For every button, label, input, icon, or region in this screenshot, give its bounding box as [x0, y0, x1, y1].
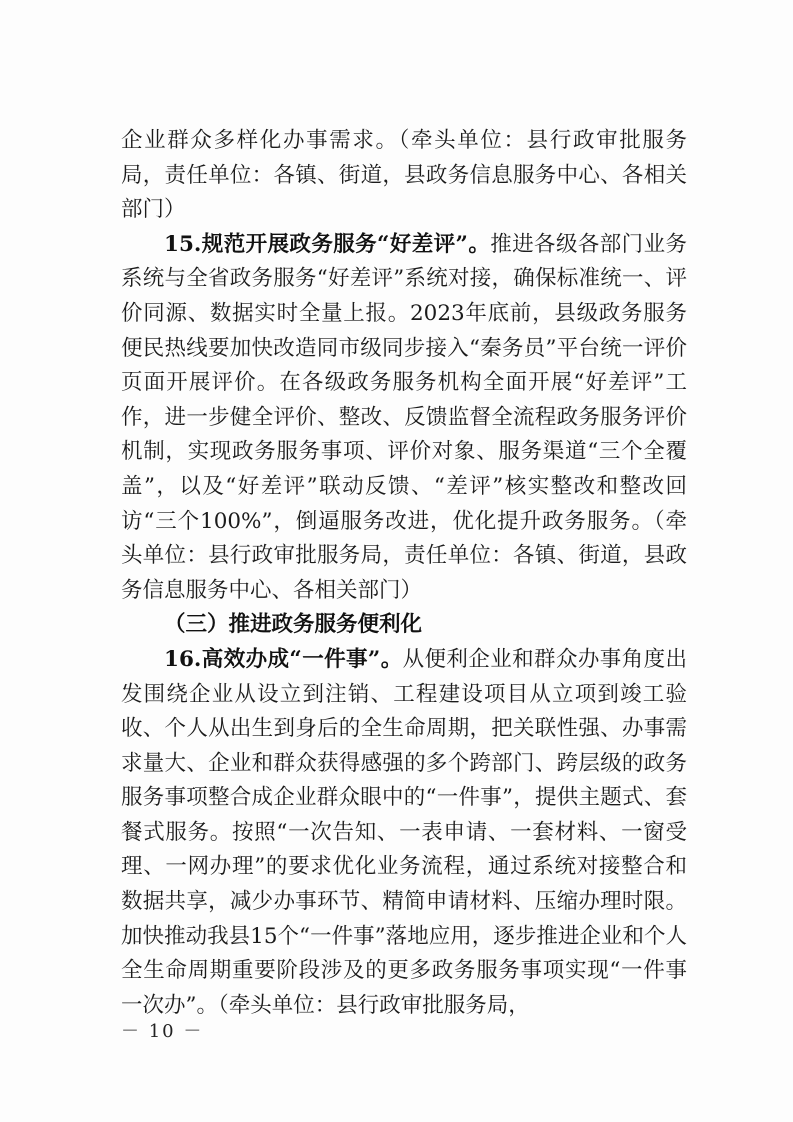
section-heading: （三）推进政务服务便利化 [164, 612, 423, 638]
paragraph-text: 推进各级各部门业务系统与全省政务服务“好差评”系统对接，确保标准统一、评价同源、数据实时全量上报。2023年底前，县级政务服务便民热线要加快改造同市级同步接入“秦务员”平台统一评价页面开展评价。在各级政务服务机构全面开展“好差评”工作，进一步健全评价、整改、反馈监督全流程政务服务评价机制，实现政务服务事项、评价对象、服务渠道“三个全覆盖”，以及“好差评”联动反馈、“差评”核实整改和整改回访“三个100%”，倒逼服务改进，优化提升政务服务。（牵头单位：县行政审批服务局，责任单位：各镇、街道，县政务信息服务中心、各相关部门） [121, 231, 687, 603]
item-heading: 15.规范开展政务服务“好差评”。 [164, 231, 491, 257]
paragraph-item-16 [121, 643, 687, 1024]
item-heading: 16.高效办成“一件事”。 [164, 646, 403, 672]
paragraph-text: 企业群众多样化办事需求。（牵头单位：县行政审批服务局，责任单位：各镇、街道，县政务信息服务中心、各相关部门） [121, 128, 687, 223]
page-number: － 10 － [121, 1021, 204, 1042]
paragraph-item-15 [121, 228, 687, 609]
paragraph-text: 从便利企业和群众办事角度出发围绕企业从设立到注销、工程建设项目从立项到竣工验收、个人从出生到身后的全生命周期，把关联性强、办事需求量大、企业和群众获得感强的多个跨部门、跨层级的政务服务事项整合成企业群众眼中的“一件事”，提供主题式、套餐式服务。按照“一次告知、一表申请、一套材料、一窗受理、一网办理”的要求优化业务流程，通过系统对接整合和数据共享，减少办事环节、精简申请材料、压缩办理时限。加快推动我县15个“一件事”落地应用，逐步推进企业和个人全生命周期重要阶段涉及的更多政务服务事项实现“一件事一次办”。（牵头单位：县行政审批服务局， [121, 646, 687, 1018]
paragraph-continuation [121, 124, 687, 228]
document-body [121, 124, 687, 1023]
